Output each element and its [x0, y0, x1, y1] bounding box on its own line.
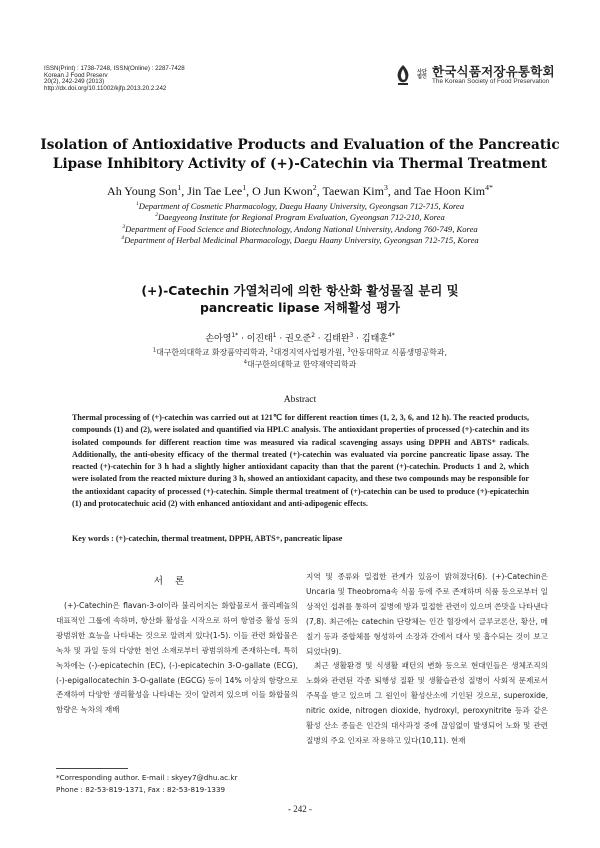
affiliation-item: $^4$Department of Herbal Medicinal Pharmacology, Daegu Haany University, Gyeongsan 712-715, Korea — [121, 235, 479, 246]
section-heading-introduction: 서론 — [153, 576, 197, 587]
paper-title-kr: (+)-Catechin 가열처리에 의한 항산화 활성물질 분리 및 pancreatic lipase 저해활성 평가 — [141, 283, 459, 315]
volume-line: 20(2), 242-249 (2013) — [44, 78, 105, 86]
body-paragraph: (+)-Catechin은 flavan-3-ol이라 불리어지는 화합물로서 폴리페놀의 대표적인 그룹에 속하며, 항산화 활성을 시작으로 하여 항염증 활성 등의 광범위한 효능을 나타내는 것으로 알려져 있다(1-5). 이들 관련 화합물은 녹차 및 과일 등의 다양한 천연 소재로부터 광범위하게 존재하는데, 특히 녹차에는 (-)-epicatechin (EC), (-)-epicatechin 3-O-gallate (ECG), (-)-epigallocatechin 3-O-gallate (EGCG) 등이 14% 이상의 함량으로 존재하여 다양한 생리활성을 나타내는 것이 알려져 있으며 이들 화합물의 함량은 녹차의 재배 — [56, 601, 298, 715]
body-column-right — [306, 570, 548, 749]
journal-name: Korean J Food Preserv — [44, 71, 108, 79]
author-name: Taewan Kim — [322, 184, 384, 198]
author-name: Tae Hoon Kim — [414, 184, 486, 198]
footnote-phone: Phone : 82-53-819-1371, Fax : 82-53-819-1339 — [56, 784, 226, 794]
author-name: O Jun Kwon — [252, 184, 313, 198]
society-type-label: 사단 법인 — [417, 68, 427, 80]
abstract-body: Thermal processing of (+)-catechin was carried out at 121℃ for different reaction times (1, 2, 3, 6, and 12 h). The reacted products, compounds (1) and (2), were isolated and quantified via HPLC analysis. The antioxidant properties of processed (+)-catechin and its isolated compounds for different reaction time was measured via radical scavenging assays using DPPH and ABTS⁺ radicals. Additionally, the anti-obesity efficacy of the thermal treated (+)-catechin was evaluated via porcine pancreatic lipase assay. The reacted (+)-catechin for 3 h had a slightly higher antioxidant capacity than that the parent (+)-catechin. Products 1 and 2, which were isolated from the reacted mixture during 3 h, showed an antioxidant capacity, and these two compounds may be responsible for the antioxidant capacity of processed (+)-catechin. Simple thermal treatment of (+)-catechin can be used to produce (+)-epicatechin (1) and protocatechuic acid (2) with enhanced antioxidant and anti-adipogenic effects. — [72, 413, 530, 509]
footnote-email: *Corresponding author. E-mail : skyey7@dhu.ac.kr — [56, 773, 238, 782]
issn-line: ISSN(Print) : 1738-7248, ISSN(Online) : 2287-7428 — [44, 65, 185, 72]
author-name: Jin Tae Lee — [187, 184, 243, 198]
body-column-left — [56, 599, 298, 718]
affiliation-item: $^2$Daegyeong Institute for Regional Program Evaluation, Gyeongsan 712-210, Korea — [155, 212, 445, 223]
affiliation-item: $^1$Department of Cosmetic Pharmacology, Daegu Haany University, Gyeongsan 712-715, Korea — [135, 201, 465, 211]
footnote-divider — [56, 768, 128, 769]
keywords: Key words : (+)-catechin, thermal treatment, DPPH, ABTS+, pancreatic lipase — [72, 534, 343, 543]
page-number: - 242 - — [288, 804, 312, 814]
body-paragraph: 최근 생활환경 및 식생활 패턴의 변화 등으로 현대인들은 생체조직의 노화와 관련된 각종 퇴행성 질환 및 생활습관성 질병이 사회적 문제로서 주목을 받고 있으며 그 원인이 활성산소에 기인된 것으로, superoxide, nitric oxide, nitrogen dioxide, hydroxyl, peroxynitrite 등과 같은 활성 산소 종들은 인간의 대사과정 중에 끊임없이 발생되어 노화 및 관련 질병의 주요 인자로 작용하고 있다(10,11). 현재 — [306, 661, 548, 745]
abstract-heading: Abstract — [283, 394, 317, 405]
affiliation-list-kr: $^1$대구한의대학교 화장품약리학과, $^2$대경지역사업평가원, $^3$안동대학교 식품생명공학과, $^4$대구한의대학교 한약재약리학과 — [152, 347, 448, 369]
society-logo — [394, 64, 555, 86]
society-name-kr: 한국식품저장유통학회 — [432, 63, 555, 79]
affiliation-item: $^3$Department of Food Science and Biotechnology, Andong National University, Andong 760-749, Korea — [122, 223, 478, 234]
author-list-kr: 손아영$^{1*}$ · 이진태$^1$ · 권오준$^2$ · 김태완$^3$ · 김태훈$^{4*}$ — [205, 333, 395, 344]
author-name: Ah Young Son — [107, 184, 178, 198]
society-emblem-icon — [394, 64, 412, 86]
journal-meta — [44, 66, 185, 92]
society-name-en: The Korean Society of Food Preservation — [432, 77, 550, 85]
doi-link[interactable]: http://dx.doi.org/10.11002/kjfp.2013.20.2.242 — [44, 84, 167, 92]
corresponding-author-footnote — [56, 772, 296, 796]
author-list: Ah Young Son$^1$, Jin Tae Lee$^1$, O Jun Kwon$^2$, Taewan Kim$^3$, and Tae Hoon Kim$^{4*}$ — [107, 183, 493, 198]
affiliation-list — [40, 201, 560, 247]
paper-title-en: Isolation of Antioxidative Products and Evaluation of the Pancreatic Lipase Inhibitory Activity of (+)-Catechin via Thermal Treatment — [40, 137, 560, 172]
body-paragraph: 지역 및 종류와 밀접한 관계가 있음이 밝혀졌다(6). (+)-Catechin은 Uncaria 및 Theobroma속 식물 등에 주로 존재하며 식품 등으로부터 일상적인 섭취를 통하여 질병에 방과 밀접한 관련이 있으며 쓴맛을 나타낸다(7,8). 최근에는 catechin 단량체는 인간 혈장에서 글루코론산, 황산, 메칠기 등과 중합체를 형성하여 소장과 간에서 대사 및 흡수되는 것이 보고되었다(9). — [306, 572, 548, 656]
